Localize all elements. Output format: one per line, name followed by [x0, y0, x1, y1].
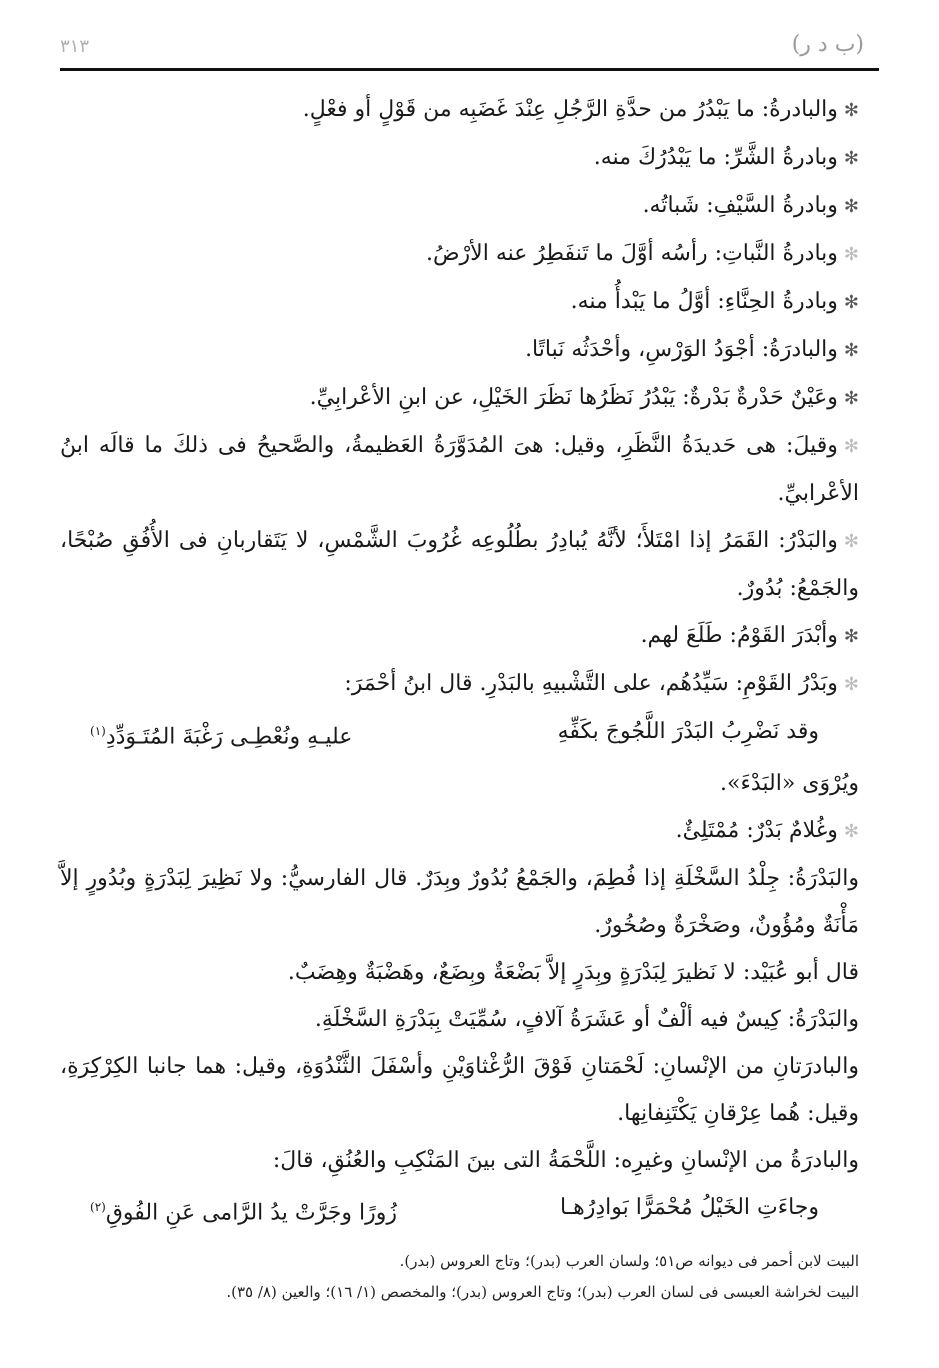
- footnote-marker: (٢): [90, 1200, 106, 1215]
- entry: [60, 326, 859, 374]
- entry: [60, 996, 859, 1043]
- entry-text: والبادرةُ: ما يَبْدُرُ من حدَّةِ الرَّجُلِ عِنْدَ غَضَبِه من قَوْلٍ أو فعْلٍ.: [302, 97, 838, 122]
- entry-text: قال أبو عُبَيْد: لا نَظيرَ لِبَدْرَةٍ وبِدَرٍ إلاَّ بَضْعَةٌ وبِضَعٌ، وهَضْبَةٌ وهِضَبٌ.: [287, 960, 859, 986]
- asterisk-icon: ✻: [843, 674, 859, 695]
- entry: [60, 517, 859, 612]
- entry-text: وبادرةُ الحِنَّاءِ: أوَّلُ ما يَبْدأُ منه.: [570, 289, 838, 314]
- page-number: ٣١٣: [60, 36, 90, 57]
- entry-text: وبادرةُ السَّيْفِ: شَباتُه.: [642, 193, 838, 218]
- entry-text: والبادرَةُ: أجْوَدُ الوَرْسِ، وأحْدَثُه نَباتًا.: [525, 337, 838, 362]
- entry-text: وبادرةُ النَّباتِ: رأسُه أوَّلَ ما تَنفَطِرُ عنه الأرْضُ.: [425, 241, 838, 266]
- root-heading: (ب د ر): [791, 32, 864, 57]
- asterisk-icon: ✻: [843, 388, 859, 409]
- entry-text: والبَدْرَةُ: كِيسٌ فيه ألْفٌ أو عَشَرَةُ آلافٍ، سُمِّيَتْ بِبَدْرَةِ السَّخْلَةِ.: [314, 1007, 859, 1033]
- page-header: [60, 26, 864, 64]
- entry: [60, 422, 859, 517]
- header-rule: [60, 68, 879, 71]
- entry: [60, 182, 859, 230]
- asterisk-icon: ✻: [843, 531, 859, 552]
- asterisk-icon: ✻: [843, 100, 859, 121]
- entry-text: وغُلامٌ بَدْرٌ: مُمْتَلِئٌ.: [675, 818, 838, 844]
- entry: [60, 760, 859, 807]
- entry-text: وقيلَ: هى حَديدَةُ النَّظَرِ، وقيل: هىَ المُدَوَّرَةُ العَظيمةُ، والصَّحيحُ فى ذلكَ ما قالَه ابنُ الأعْرابيِّ.: [60, 433, 859, 506]
- asterisk-icon: ✻: [843, 148, 859, 169]
- entry: [60, 374, 859, 422]
- entry: [60, 1043, 859, 1137]
- entry-text: وبَدْرُ القَوْمِ: سَيِّدُهُم، على التَّشْبيهِ بالبَدْرِ. قال ابنُ أحْمَرَ:: [344, 671, 838, 696]
- verse-second-hemistich: عليـهِ ونُعْطِـى رَغْبَةَ المُتَـوَدِّدِ: [105, 724, 353, 750]
- entry-text: والبادرَةُ من الإنْسانِ وغيرِه: اللَّحْمَةُ التى بينَ المَنْكِبِ والعُنُقِ، قالَ:: [272, 1148, 859, 1174]
- footnote-marker: (١): [90, 724, 106, 738]
- entry-text: والبادرَتانِ من الإنْسانِ: لَحْمَتانِ فَوْقَ الرُّغْثاوَيْنِ وأسْفَلَ الثَّنْدُوَةِ، وقيل: هما جانبا الكِرْكِرَةِ، وقيل: هُما عِرْقانِ يَكْتَنِفانِها.: [60, 1054, 859, 1127]
- entry: [60, 278, 859, 326]
- asterisk-icon: ✻: [843, 196, 859, 217]
- entry-text: والبَدْرُ: القَمَرُ إذا امْتَلأَ؛ لأنَّهُ يُبادِرُ بطُلُوعِه غُرُوبَ الشَّمْسِ، لا يَتَقاربانِ فى الأُفُقِ صُبْحًا، والجَمْعُ: بُدُورٌ.: [60, 528, 859, 601]
- entry: [60, 807, 859, 855]
- asterisk-icon: ✻: [843, 436, 859, 457]
- footnote: البيت لخراشة العبسى فى لسان العرب (بدر)؛ وتاج العروس (بدر)؛ والمخصص (١/ ١٦)؛ والعين (٨/ ٣٥).: [226, 1283, 859, 1301]
- entry: [60, 949, 859, 996]
- verse-line: [60, 1184, 859, 1236]
- entry: [60, 134, 859, 182]
- footnotes: [60, 1246, 859, 1308]
- entry-text: وأبْدَرَ القَوْمُ: طَلَعَ لهم.: [640, 623, 838, 648]
- entry: [60, 86, 859, 134]
- entry: [60, 230, 859, 278]
- entry: [60, 612, 859, 660]
- asterisk-icon: ✻: [843, 244, 859, 265]
- entry-text: ويُرْوَى «البَدْءَ».: [720, 771, 859, 797]
- asterisk-icon: ✻: [843, 821, 859, 843]
- entry-text: وبادرةُ الشَّرِّ: ما يَبْدُرُكَ منه.: [593, 145, 838, 170]
- verse-first-hemistich: وجاءَتِ الخَيْلُ مُحْمَرًّا بَوادِرُهـا: [559, 1195, 819, 1221]
- asterisk-icon: ✻: [843, 292, 859, 313]
- entry: [60, 1137, 859, 1184]
- asterisk-icon: ✻: [843, 626, 859, 647]
- verse-first-hemistich: وقد نَضْرِبُ البَدْرَ اللَّجُوجَ بكَفِّهِ: [557, 719, 819, 744]
- verse-second-hemistich: زُورًا وجَرَّتْ يدُ الرَّامى عَنِ الفُوقِ: [105, 1200, 397, 1226]
- asterisk-icon: ✻: [843, 340, 859, 361]
- entry: [60, 660, 859, 708]
- entry: [60, 855, 859, 949]
- verse-line: [60, 708, 859, 760]
- footnote: البيت لابن أحمر فى ديوانه ص٥١؛ ولسان العرب (بدر)؛ وتاج العروس (بدر).: [399, 1252, 859, 1270]
- entry-text: وعَيْنٌ حَدْرةٌ بَدْرةٌ: يَبْدُرُ نَظَرُها نَظَرَ الخَيْلِ، عن ابنِ الأعْرابِيِّ.: [309, 385, 838, 410]
- entry-text: والبَدْرَةُ: جِلْدُ السَّخْلَةِ إذا فُطِمَ، والجَمْعُ بُدُورٌ وبِدَرٌ. قال الفارسيُّ: ولا نَظِيرَ لِبَدْرَةٍ وبُدُورٍ إلاَّ مَأْنَةٌ ومُؤُونٌ، وصَخْرَةٌ وصُخُورٌ.: [60, 866, 859, 939]
- main-text: [60, 86, 859, 1237]
